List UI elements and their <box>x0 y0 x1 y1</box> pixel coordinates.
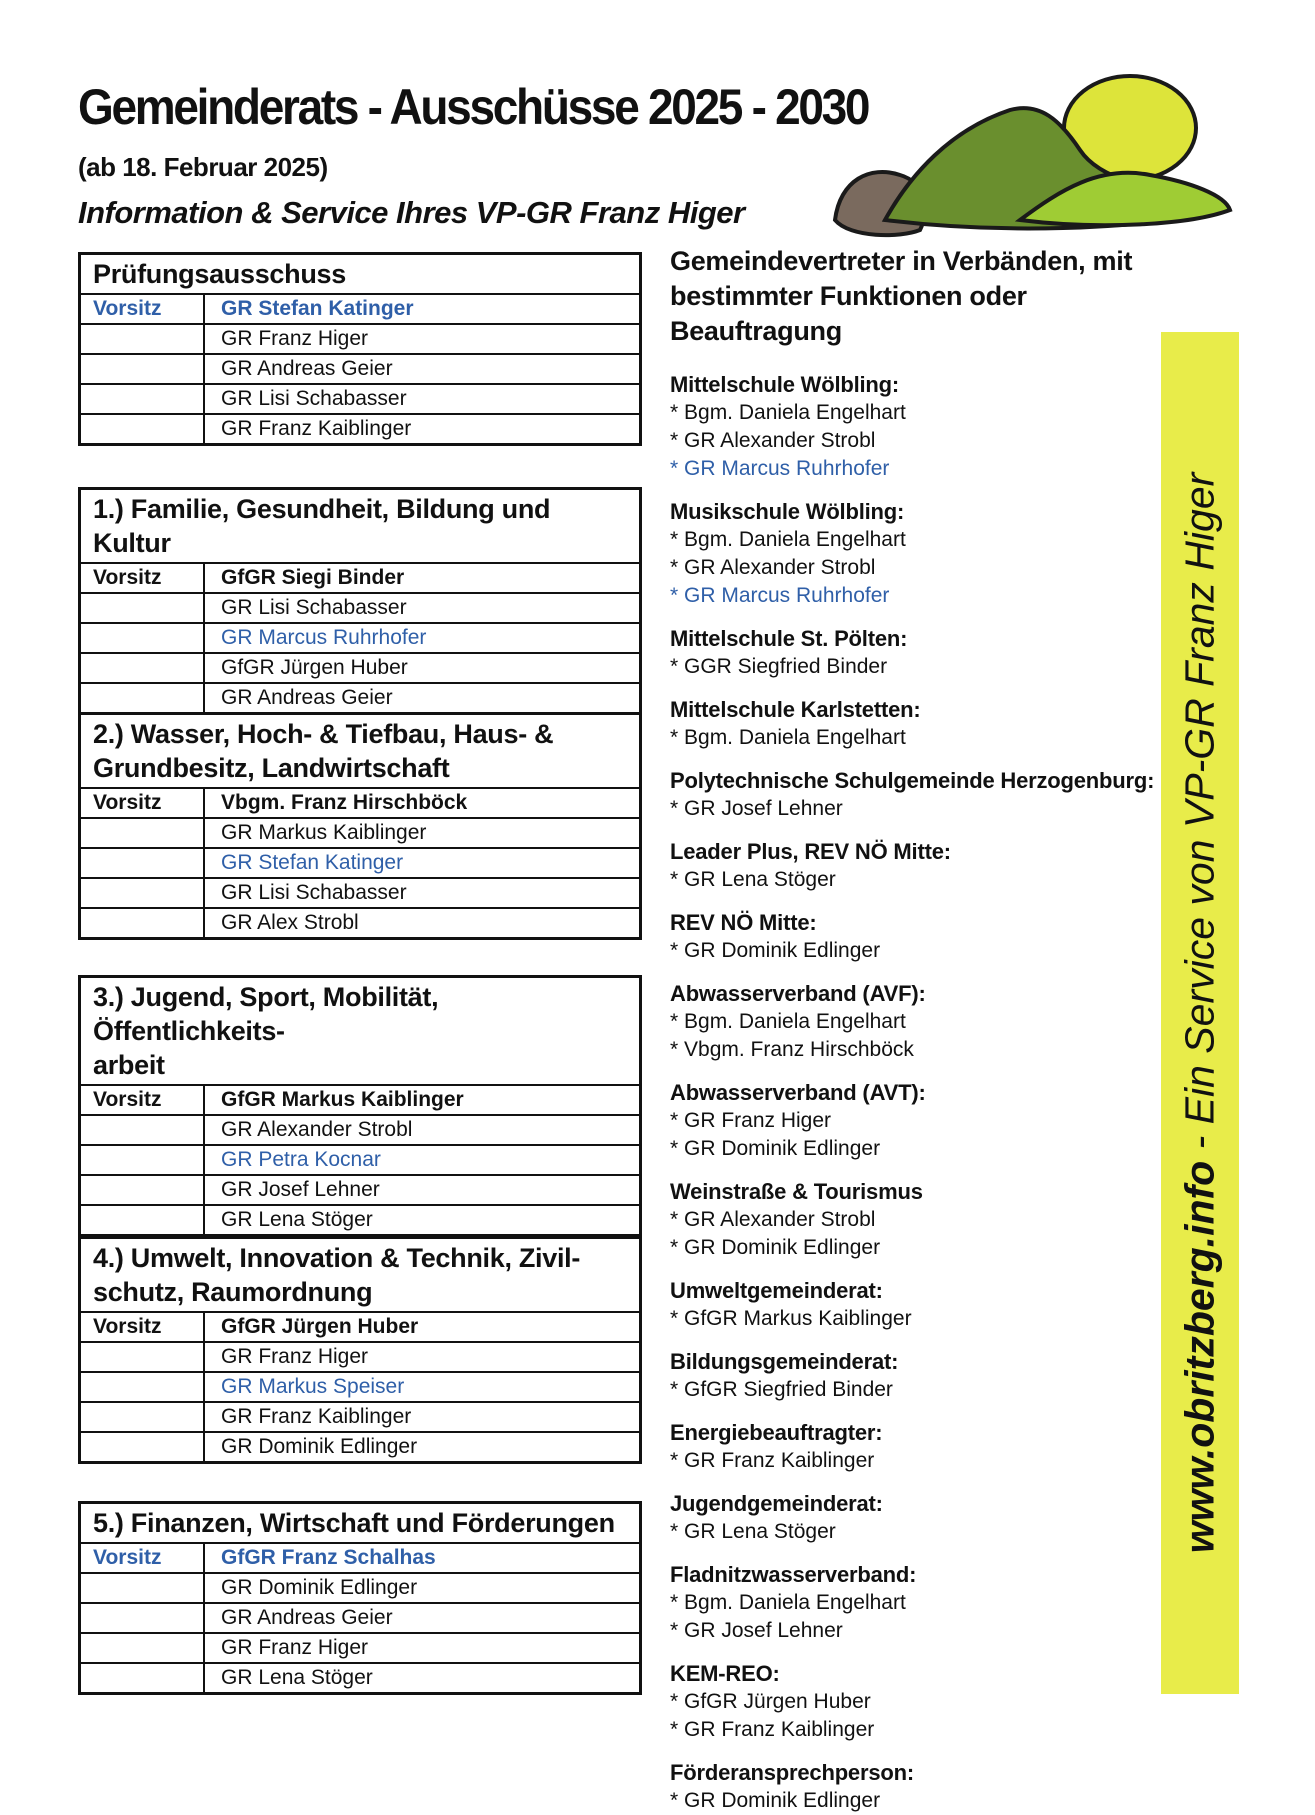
member-cell: GR Josef Lehner <box>221 1178 380 1201</box>
org-name: Jugendgemeinderat: <box>670 1491 883 1516</box>
committee-title <box>81 978 639 1086</box>
representatives-section <box>670 244 1170 1815</box>
role-cell <box>81 385 205 413</box>
org-member: * GR Alexander Strobl <box>670 1208 876 1231</box>
role-cell: Vorsitz <box>81 1086 205 1114</box>
role-cell <box>81 909 205 937</box>
org-block <box>670 625 1170 681</box>
committee-finanzen <box>78 1501 642 1695</box>
org-member: * GR Lena Stöger <box>670 1520 836 1543</box>
member-cell: GR Markus Speiser <box>221 1375 405 1398</box>
member-cell: GR Andreas Geier <box>221 357 393 380</box>
member-cell: GR Petra Kocnar <box>221 1148 381 1171</box>
table-row <box>81 1664 639 1695</box>
table-row <box>81 1116 639 1146</box>
table-row <box>81 385 639 415</box>
org-name: Leader Plus, REV NÖ Mitte: <box>670 839 951 864</box>
table-row <box>81 789 639 819</box>
member-cell: GfGR Franz Schalhas <box>221 1546 436 1569</box>
service-tagline: - Ein Service von VP-GR Franz Higer <box>1176 472 1223 1161</box>
org-name: Weinstraße & Tourismus <box>670 1179 923 1204</box>
org-name: Umweltgemeinderat: <box>670 1278 883 1303</box>
table-row <box>81 879 639 909</box>
role-cell <box>81 1176 205 1204</box>
org-block <box>670 371 1170 483</box>
org-member: * GR Franz Kaiblinger <box>670 1449 875 1472</box>
org-block <box>670 909 1170 965</box>
committee-pruefung <box>78 252 642 446</box>
role-cell: Vorsitz <box>81 564 205 592</box>
org-name: Mittelschule Karlstetten: <box>670 697 921 722</box>
table-row <box>81 1313 639 1343</box>
role-cell <box>81 1116 205 1144</box>
org-name: Förderansprechperson: <box>670 1760 914 1785</box>
member-cell: GR Franz Higer <box>221 1636 369 1659</box>
member-cell: GR Lena Stöger <box>221 1666 373 1689</box>
role-cell <box>81 325 205 353</box>
role-cell <box>81 415 205 443</box>
role-cell <box>81 1146 205 1174</box>
committee-wasser <box>78 712 642 940</box>
table-row <box>81 1086 639 1116</box>
org-list <box>670 371 1170 1815</box>
member-cell: GR Dominik Edlinger <box>221 1435 418 1458</box>
table-row <box>81 355 639 385</box>
hills-logo <box>830 70 1240 240</box>
page-title: Gemeinderats - Ausschüsse 2025 - 2030 <box>78 79 869 135</box>
role-cell <box>81 1664 205 1692</box>
service-sidebar <box>1161 332 1239 1694</box>
table-row <box>81 819 639 849</box>
table-row <box>81 654 639 684</box>
org-member: * GR Franz Kaiblinger <box>670 1718 875 1741</box>
role-cell <box>81 1343 205 1371</box>
table-row <box>81 1176 639 1206</box>
org-block <box>670 838 1170 894</box>
validity-date: (ab 18. Februar 2025) <box>78 152 328 182</box>
section-heading <box>670 244 1170 349</box>
table-row <box>81 295 639 325</box>
role-cell <box>81 1634 205 1662</box>
member-cell: GR Franz Higer <box>221 327 369 350</box>
member-cell: GR Lena Stöger <box>221 1208 373 1231</box>
role-cell <box>81 355 205 383</box>
org-member: * GGR Siegfried Binder <box>670 655 888 678</box>
committee-familie <box>78 487 642 715</box>
table-row <box>81 624 639 654</box>
table-row <box>81 1634 639 1664</box>
role-cell <box>81 1373 205 1401</box>
org-block <box>670 1561 1170 1645</box>
org-name: REV NÖ Mitte: <box>670 910 817 935</box>
member-cell: GR Marcus Ruhrhofer <box>221 626 427 649</box>
org-member: * GR Marcus Ruhrhofer <box>670 584 890 607</box>
role-cell <box>81 1604 205 1632</box>
role-cell <box>81 1206 205 1234</box>
table-row <box>81 415 639 446</box>
role-cell <box>81 684 205 712</box>
org-block <box>670 980 1170 1064</box>
org-member: * Bgm. Daniela Engelhart <box>670 401 906 424</box>
title-line: arbeit <box>93 1050 165 1080</box>
committee-title <box>81 1239 639 1313</box>
org-block <box>670 767 1170 823</box>
org-member: * GR Alexander Strobl <box>670 429 876 452</box>
member-cell: GR Stefan Katinger <box>221 851 404 874</box>
role-cell <box>81 1574 205 1602</box>
member-cell: GR Lisi Schabasser <box>221 387 407 410</box>
org-member: * GR Dominik Edlinger <box>670 1236 881 1259</box>
table-row <box>81 594 639 624</box>
member-cell: GR Franz Kaiblinger <box>221 417 412 440</box>
heading-line: Gemeindevertreter in Verbänden, mit <box>670 246 1133 276</box>
role-cell <box>81 654 205 682</box>
org-member: * GR Dominik Edlinger <box>670 939 881 962</box>
table-row <box>81 909 639 940</box>
table-row <box>81 849 639 879</box>
role-cell <box>81 1433 205 1461</box>
table-row <box>81 564 639 594</box>
table-row <box>81 1373 639 1403</box>
member-cell: GR Andreas Geier <box>221 1606 393 1629</box>
heading-line: bestimmter Funktionen oder Beauftragung <box>670 281 1027 346</box>
member-cell: GR Lisi Schabasser <box>221 881 407 904</box>
org-member: * Bgm. Daniela Engelhart <box>670 1010 906 1033</box>
member-cell: GfGR Markus Kaiblinger <box>221 1088 464 1111</box>
info-line: Information & Service Ihres VP-GR Franz Higer <box>78 195 745 230</box>
org-block <box>670 1759 1170 1815</box>
member-cell: GfGR Jürgen Huber <box>221 656 408 679</box>
org-name: Polytechnische Schulgemeinde Herzogenburg: <box>670 768 1155 793</box>
committee-title <box>81 715 639 789</box>
committee-title: 5.) Finanzen, Wirtschaft und Förderungen <box>81 1504 639 1544</box>
org-member: * GR Alexander Strobl <box>670 556 876 579</box>
org-name: Abwasserverband (AVF): <box>670 981 926 1006</box>
org-name: Mittelschule Wölbling: <box>670 372 900 397</box>
org-block <box>670 1660 1170 1744</box>
member-cell: GR Andreas Geier <box>221 686 393 709</box>
org-block <box>670 1419 1170 1475</box>
org-block <box>670 1277 1170 1333</box>
title-line: Grundbesitz, Landwirtschaft <box>93 753 450 783</box>
org-member: * GR Dominik Edlinger <box>670 1137 881 1160</box>
table-row <box>81 1206 639 1237</box>
org-member: * GR Dominik Edlinger <box>670 1789 881 1812</box>
org-name: KEM-REO: <box>670 1661 780 1686</box>
member-cell: GR Franz Higer <box>221 1345 369 1368</box>
table-row <box>81 684 639 715</box>
org-name: Energiebeauftragter: <box>670 1420 883 1445</box>
title-line: schutz, Raumordnung <box>93 1277 373 1307</box>
table-row <box>81 1403 639 1433</box>
table-row <box>81 1146 639 1176</box>
role-cell: Vorsitz <box>81 789 205 817</box>
role-cell <box>81 594 205 622</box>
org-block <box>670 498 1170 610</box>
org-member: * GR Franz Higer <box>670 1109 832 1132</box>
org-block <box>670 1079 1170 1163</box>
org-name: Musikschule Wölbling: <box>670 499 905 524</box>
org-block <box>670 1348 1170 1404</box>
role-cell <box>81 849 205 877</box>
org-name: Abwasserverband (AVT): <box>670 1080 926 1105</box>
committee-jugend <box>78 975 642 1237</box>
table-row <box>81 325 639 355</box>
org-name: Fladnitzwasserverband: <box>670 1562 917 1587</box>
org-member: * GR Josef Lehner <box>670 1619 843 1642</box>
sidebar-text <box>1177 473 1224 1554</box>
member-cell: GR Lisi Schabasser <box>221 596 407 619</box>
org-member: * GR Marcus Ruhrhofer <box>670 457 890 480</box>
role-cell <box>81 879 205 907</box>
role-cell: Vorsitz <box>81 1544 205 1572</box>
table-row <box>81 1574 639 1604</box>
role-cell: Vorsitz <box>81 1313 205 1341</box>
member-cell: GR Franz Kaiblinger <box>221 1405 412 1428</box>
member-cell: GR Dominik Edlinger <box>221 1576 418 1599</box>
org-member: * Vbgm. Franz Hirschböck <box>670 1038 914 1061</box>
org-member: * GfGR Jürgen Huber <box>670 1690 871 1713</box>
org-member: * GR Josef Lehner <box>670 797 843 820</box>
org-member: * GfGR Markus Kaiblinger <box>670 1307 912 1330</box>
title-line: 3.) Jugend, Sport, Mobilität, Öffentlichkeits- <box>93 982 439 1046</box>
member-cell: GR Alexander Strobl <box>221 1118 413 1141</box>
member-cell: GR Markus Kaiblinger <box>221 821 427 844</box>
org-member: * GfGR Siegfried Binder <box>670 1378 893 1401</box>
table-row <box>81 1343 639 1373</box>
committee-umwelt <box>78 1236 642 1464</box>
member-cell: GfGR Siegi Binder <box>221 566 405 589</box>
org-name: Mittelschule St. Pölten: <box>670 626 908 651</box>
table-row <box>81 1544 639 1574</box>
role-cell <box>81 624 205 652</box>
role-cell <box>81 819 205 847</box>
org-name: Bildungsgemeinderat: <box>670 1349 899 1374</box>
member-cell: GR Alex Strobl <box>221 911 359 934</box>
committee-title: 1.) Familie, Gesundheit, Bildung und Kultur <box>81 490 639 564</box>
org-member: * GR Lena Stöger <box>670 868 836 891</box>
member-cell: GR Stefan Katinger <box>221 297 414 320</box>
member-cell: Vbgm. Franz Hirschböck <box>221 791 468 814</box>
role-cell: Vorsitz <box>81 295 205 323</box>
org-block <box>670 1178 1170 1262</box>
title-line: 2.) Wasser, Hoch- & Tiefbau, Haus- & <box>93 719 554 749</box>
org-block <box>670 1490 1170 1546</box>
website-url[interactable]: www.obritzberg.info <box>1176 1160 1223 1554</box>
committee-title: Prüfungsausschuss <box>81 255 639 295</box>
member-cell: GfGR Jürgen Huber <box>221 1315 419 1338</box>
role-cell <box>81 1403 205 1431</box>
table-row <box>81 1433 639 1464</box>
org-member: * Bgm. Daniela Engelhart <box>670 1591 906 1614</box>
org-block <box>670 696 1170 752</box>
org-member: * Bgm. Daniela Engelhart <box>670 528 906 551</box>
table-row <box>81 1604 639 1634</box>
title-line: 4.) Umwelt, Innovation & Technik, Zivil- <box>93 1243 581 1273</box>
org-member: * Bgm. Daniela Engelhart <box>670 726 906 749</box>
